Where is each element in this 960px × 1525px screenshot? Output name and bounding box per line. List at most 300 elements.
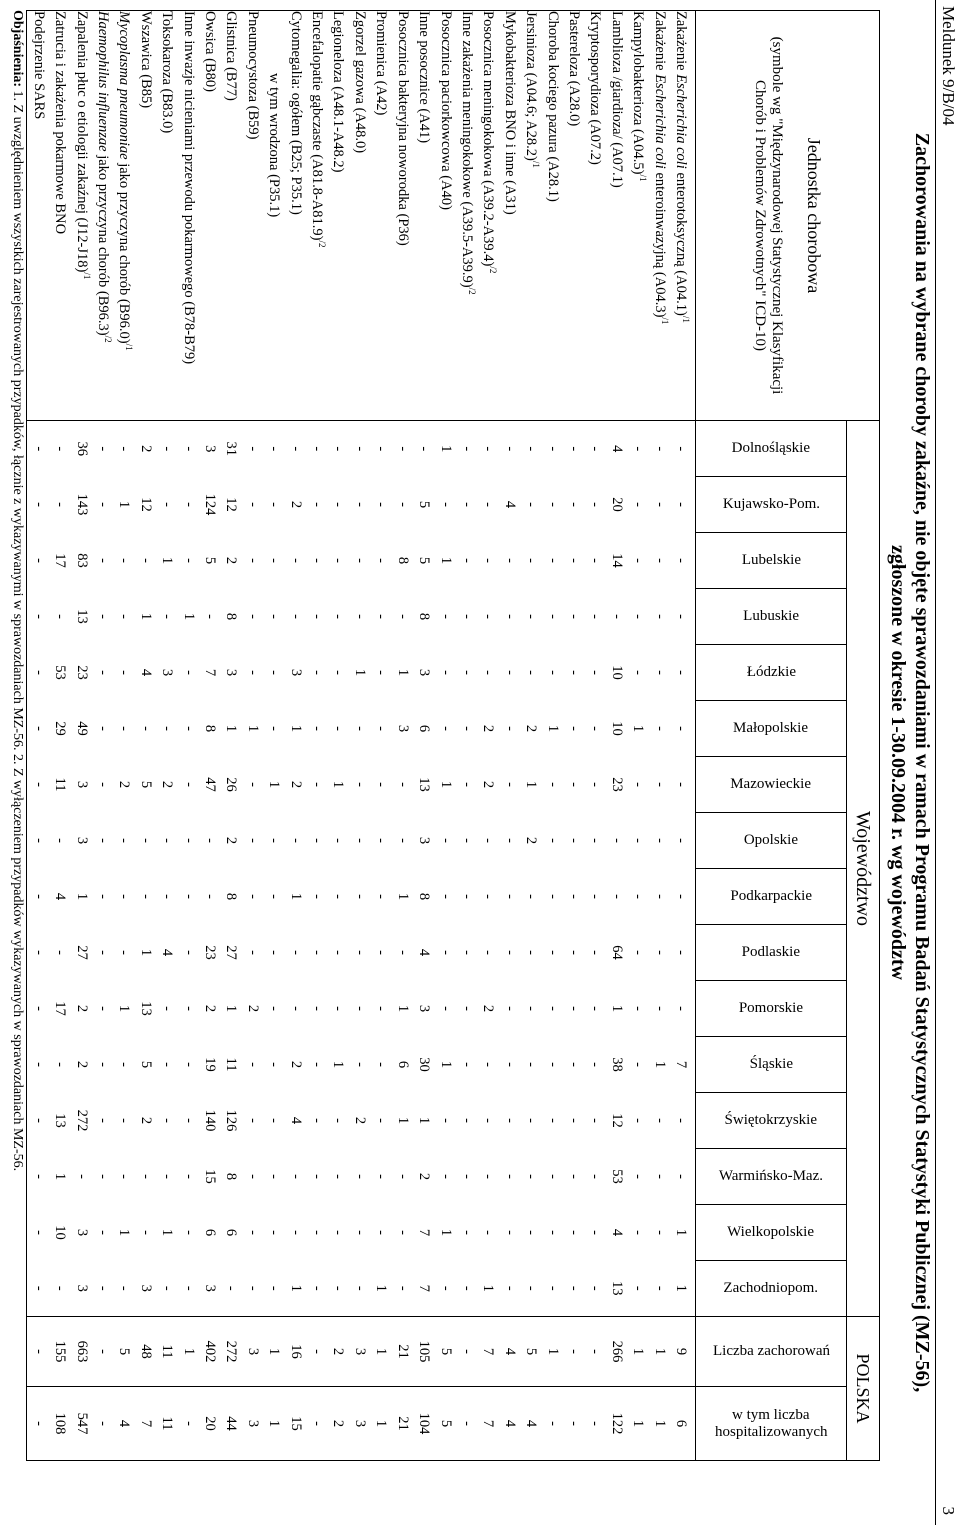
poland-cases: 1 [370,1317,391,1387]
table-row [92,11,113,1461]
table-row [306,11,327,1461]
region-value: - [180,726,197,731]
disease-name-pre: Toksokaroza (B83.0) [159,11,176,134]
region-name: Małopolskie [733,720,809,736]
disease-name-pre: Choroba kociego pazura (A28.1) [544,11,561,202]
region-value: 3 [73,780,90,789]
disease-name [92,11,113,421]
table-row [177,11,198,1461]
disease-name [70,11,91,421]
disease-name-post: jako przyczyna chorób (B96.0) [116,159,133,344]
poland-header: POLSKA [847,1317,880,1461]
table-row [156,11,177,1461]
region-value: 31 [223,441,240,456]
unit-subheader: (symbole wg "Międzynarodowej Statystycznej Klasyfikacji Chorób i Problemów Zdrowotnych" ICD-10) [752,36,785,395]
region-value: - [351,838,368,843]
region-column-header [696,589,847,645]
region-value: - [630,1118,647,1123]
region-value: - [544,1006,561,1011]
region-value: 2 [480,1004,497,1013]
poland-hospitalized: 1 [263,1387,284,1461]
region-value: - [95,558,112,563]
region-value: - [480,950,497,955]
region-value: - [630,670,647,675]
region-value: - [351,1062,368,1067]
region-value: - [95,838,112,843]
region-value: 2 [137,1116,154,1125]
region-value: - [373,1174,390,1179]
region-value: - [587,446,604,452]
region-value: 2 [202,1004,219,1013]
region-value: 1 [523,780,540,789]
region-value: 1 [351,668,368,677]
poland-cases: 3 [349,1317,370,1387]
region-value: - [651,782,668,787]
poland-hospitalized: 4 [113,1387,134,1461]
region-value: - [437,614,454,619]
table-row [413,11,434,1461]
disease-name-pre: Lamblioza /giardioza/ (A07.1) [608,11,625,188]
region-value: - [159,1118,176,1123]
region-value: - [177,1261,198,1317]
region-value: - [651,894,668,899]
region-value: - [587,1230,604,1235]
region-value: - [630,838,647,843]
table-row [605,11,626,1461]
region-value: - [544,1062,561,1067]
disease-name [327,11,348,421]
region-column-header [696,477,847,533]
region-value: - [587,894,604,899]
region-value: - [244,558,261,563]
region-value: - [116,838,133,843]
disease-name [670,11,696,421]
region-value: - [95,1006,112,1011]
poland-cases: 5 [113,1317,134,1387]
region-value: - [159,1006,176,1011]
table-row [349,11,370,1461]
page-header [935,0,960,1525]
region-value: - [480,838,497,843]
region-value: - [651,446,668,452]
disease-name-pre: Zgorzel gazowa (A48.0) [351,11,368,154]
region-value: 4 [159,948,176,957]
table-row [584,11,605,1461]
region-value: - [95,502,112,507]
region-value: - [180,446,197,452]
table-row [284,11,305,1461]
region-value: 13 [137,1001,154,1016]
region-value: 3 [394,724,411,733]
disease-name-sup: /1 [124,343,135,351]
region-value: - [309,1174,326,1179]
disease-name [199,11,220,421]
region-name: Pomorskie [738,1000,804,1016]
region-value: - [92,1261,113,1317]
region-value: - [651,670,668,675]
region-value: 1 [287,892,304,901]
region-value: 1 [651,1060,668,1069]
table-row [563,11,584,1461]
region-value: - [434,1261,455,1317]
region-value: 2 [244,1004,261,1013]
region-value: - [673,782,689,787]
region-column-header [696,645,847,701]
region-value: - [458,950,475,955]
region-value: - [373,1062,390,1067]
region-value: - [673,1174,689,1179]
region-value: - [673,726,689,731]
region-value: - [27,757,49,813]
region-value: - [673,614,689,619]
region-value: - [263,1261,284,1317]
region-value: - [520,1261,541,1317]
region-value: - [501,1118,518,1123]
region-value: 5 [202,556,219,565]
region-value: 10 [608,665,625,680]
poland-cases: 1 [541,1317,562,1387]
region-value: - [523,502,540,507]
region-value: - [565,1230,582,1235]
region-value: - [137,838,154,843]
region-value: - [587,558,604,563]
region-value: 1 [116,1228,133,1237]
disease-name-it: Escherichia coli [651,74,668,169]
region-value: - [458,838,475,843]
region-value: - [116,670,133,675]
poland-cases: 7 [477,1317,498,1387]
region-value: - [416,446,433,452]
region-value: - [351,614,368,619]
poland-cases: 266 [605,1317,626,1387]
region-value: - [587,1118,604,1123]
region-value: 1 [370,1261,391,1317]
table-row [199,11,220,1461]
region-value: - [544,782,561,787]
disease-name-pre: Mykobakterioza BNO i inne (A31) [501,11,518,215]
region-name: Podkarpackie [730,888,812,904]
region-value: - [27,1205,49,1261]
region-value: - [651,614,668,619]
region-value: - [330,670,347,675]
disease-name [349,11,370,421]
disease-name-sup: /2 [102,335,113,343]
region-value: - [437,1006,454,1011]
region-value: - [52,1062,69,1067]
poland-hospitalized: 44 [220,1387,241,1461]
region-value: 2 [73,1060,90,1069]
poland-hospitalized: - [563,1387,584,1461]
disease-name [627,11,648,421]
region-value: - [27,981,49,1037]
region-value: - [523,894,540,899]
region-value: - [456,1261,477,1317]
region-value: - [244,502,261,507]
table-row [49,11,70,1461]
region-value: - [116,1118,133,1123]
table-row [70,11,91,1461]
region-value: - [501,558,518,563]
region-value: - [180,950,197,955]
region-value: - [159,726,176,731]
region-value: 3 [416,1004,433,1013]
region-value: - [565,782,582,787]
region-value: - [180,1118,197,1123]
region-value: - [266,1118,283,1123]
disease-name-post: enteroinwazyjną (A04.3) [651,168,668,318]
region-value: - [287,1006,304,1011]
region-value: - [480,1118,497,1123]
region-value: - [501,670,518,675]
poland-cases: - [306,1317,327,1387]
disease-name-pre: Kampylobakterioza (A04.5) [630,11,647,175]
region-value: - [523,670,540,675]
disease-name [177,11,198,421]
region-value: - [244,894,261,899]
poland-column-name: w tym liczba hospitalizowanych [714,1406,828,1440]
region-value: - [673,950,689,955]
poland-cases: 48 [134,1317,155,1387]
poland-hospitalized: 7 [134,1387,155,1461]
region-value: - [458,670,475,675]
region-name: Wielkopolskie [727,1224,815,1240]
region-value: - [437,1174,454,1179]
region-value: - [541,1261,562,1317]
region-value: - [458,782,475,787]
disease-name-pre: Pastereloza (A28.0) [565,11,582,127]
region-column-header [696,1093,847,1149]
region-value: - [587,1062,604,1067]
region-column-header [696,813,847,869]
region-value: 1 [223,724,240,733]
region-value: 2 [223,836,240,845]
disease-name [477,11,498,421]
region-value: - [137,1230,154,1235]
region-value: 5 [137,780,154,789]
region-value: - [544,1118,561,1123]
table-row [477,11,498,1461]
region-value: - [180,502,197,507]
region-value: - [27,1093,49,1149]
region-value: - [116,446,133,452]
poland-cases: 105 [413,1317,434,1387]
disease-name-pre: Kryptosporydioza (A07.2) [587,11,604,165]
region-value: 1 [287,724,304,733]
region-value: 3 [134,1261,155,1317]
region-value: - [523,1230,540,1235]
region-value: - [373,894,390,899]
region-value: - [673,558,689,563]
table-row [27,11,49,1461]
disease-name-pre: Cytomegalia: ogółem (B25; P35.1) [287,11,304,215]
region-value: - [95,1062,112,1067]
disease-name [263,11,284,421]
region-value: - [565,726,582,731]
poland-cases: 1 [263,1317,284,1387]
page-subtitle: zgłoszone w okresie 1-30.09.2004 r. wg województw [887,545,909,980]
region-value: 12 [137,497,154,512]
region-value: - [437,894,454,899]
region-value: 30 [416,1057,433,1072]
disease-name-pre: Wszawica (B85) [137,11,154,109]
region-value: - [349,1261,370,1317]
disease-name-sup: /2 [488,266,499,274]
explanations-text: 1. Z uwzględnieniem wszystkich zarejestrowanych przypadków, łącznie z wykazywanymi w sprawozdaniach MZ-56. 2. Z wyłączeniem przypadków wykazywanych w sprawozdaniach MZ-56. [10,90,25,1172]
region-value: 1 [116,1004,133,1013]
region-value: 3 [202,445,219,453]
region-value: - [373,782,390,787]
region-value: 3 [73,836,90,845]
region-value: - [266,1006,283,1011]
region-value: - [244,838,261,843]
disease-name [134,11,155,421]
region-column-header [696,533,847,589]
region-value: - [630,558,647,563]
region-name: Mazowieckie [730,776,812,792]
region-value: - [95,782,112,787]
region-value: 38 [608,1057,625,1072]
region-value: 5 [137,1060,154,1069]
region-value: - [587,670,604,675]
region-value: 3 [223,668,240,677]
region-value: - [544,894,561,899]
region-value: 1 [437,445,454,453]
region-value: 36 [73,441,90,456]
poland-hospitalized: - [584,1387,605,1461]
region-value: - [565,502,582,507]
region-value: - [351,726,368,731]
region-value: 1 [159,556,176,565]
disease-name [370,11,391,421]
region-value: - [327,1261,348,1317]
region-value: - [95,446,112,452]
region-value: 1 [673,1228,689,1237]
poland-hospitalized: 6 [670,1387,696,1461]
region-value: - [565,614,582,619]
disease-name [605,11,626,421]
page-title: Zachorowania na wybrane choroby zakaźne, nie objęte sprawozdaniami w ramach Programu Badań Statystycznych Statystyki Publicznej (MZ-56), [911,132,933,1393]
region-value: - [309,446,326,452]
region-value: 3 [159,668,176,677]
region-value: - [351,446,368,452]
poland-hospitalized: - [456,1387,477,1461]
region-value: 2 [223,556,240,565]
region-value: 2 [287,780,304,789]
disease-name-pre: Zapalenia płuc o etiologii zakaźnej (J12-J18) [73,11,90,273]
region-value: - [244,1174,261,1179]
region-value: - [523,446,540,452]
poland-hospitalized: 547 [70,1387,91,1461]
region-value: 13 [605,1261,626,1317]
region-value: 1 [437,556,454,565]
region-value: - [501,1230,518,1235]
region-value: - [351,502,368,507]
region-value: - [287,838,304,843]
region-value: - [673,894,689,899]
region-value: 1 [394,1004,411,1013]
region-value: - [159,446,176,452]
region-value: - [373,950,390,955]
region-value: 1 [180,612,197,621]
region-value: - [330,838,347,843]
region-value: - [565,670,582,675]
region-value: - [373,1230,390,1235]
region-value: 2 [416,1172,433,1181]
disease-table [26,10,880,1461]
region-value: - [287,446,304,452]
region-value: - [287,950,304,955]
poland-hospitalized: 122 [605,1387,626,1461]
region-value: - [52,838,69,843]
region-value: - [651,1174,668,1179]
region-value: - [651,838,668,843]
region-value: 6 [416,724,433,733]
poland-hospitalized: 1 [370,1387,391,1461]
region-value: - [480,670,497,675]
disease-name-sup: /2 [316,240,327,248]
region-value: - [244,670,261,675]
poland-hospitalized: 5 [434,1387,455,1461]
region-value: - [202,894,219,899]
poland-cases: 402 [199,1317,220,1387]
region-value: - [480,894,497,899]
region-value: - [565,558,582,563]
region-value: - [373,838,390,843]
disease-name-pre: Jersinioza (A04.6; A28.2) [523,11,540,161]
region-value: - [306,1261,327,1317]
region-value: 8 [223,892,240,901]
disease-name [434,11,455,421]
region-value: - [49,1261,70,1317]
region-column-header [696,981,847,1037]
region-value: 2 [116,780,133,789]
poland-column-header [696,1387,847,1461]
region-column-header [696,925,847,981]
region-value: 1 [137,948,154,957]
region-value: - [52,502,69,507]
region-value: 53 [608,1169,625,1184]
region-value: - [351,1006,368,1011]
region-value: - [608,894,625,899]
region-name: Warmińsko-Maz. [718,1168,824,1184]
table-row [263,11,284,1461]
region-value: - [95,614,112,619]
region-value: 1 [416,1116,433,1125]
region-value: - [501,614,518,619]
region-value: 1 [159,1228,176,1237]
region-value: 2 [159,780,176,789]
region-value: - [220,1261,241,1317]
region-value: - [458,558,475,563]
table-row [670,11,696,1461]
region-value: - [480,1230,497,1235]
region-value: 47 [202,777,219,792]
poland-cases: 1 [648,1317,669,1387]
poland-cases: - [27,1317,49,1387]
region-value: 26 [223,777,240,792]
region-value: - [523,1062,540,1067]
disease-name [413,11,434,421]
region-value: 2 [287,1060,304,1069]
poland-cases: 5 [520,1317,541,1387]
region-value: - [651,1230,668,1235]
region-column-header [696,701,847,757]
region-value: 8 [202,724,219,733]
region-value: 1 [394,668,411,677]
region-value: - [563,1261,584,1317]
region-value: - [27,925,49,981]
region-value: 8 [394,556,411,565]
